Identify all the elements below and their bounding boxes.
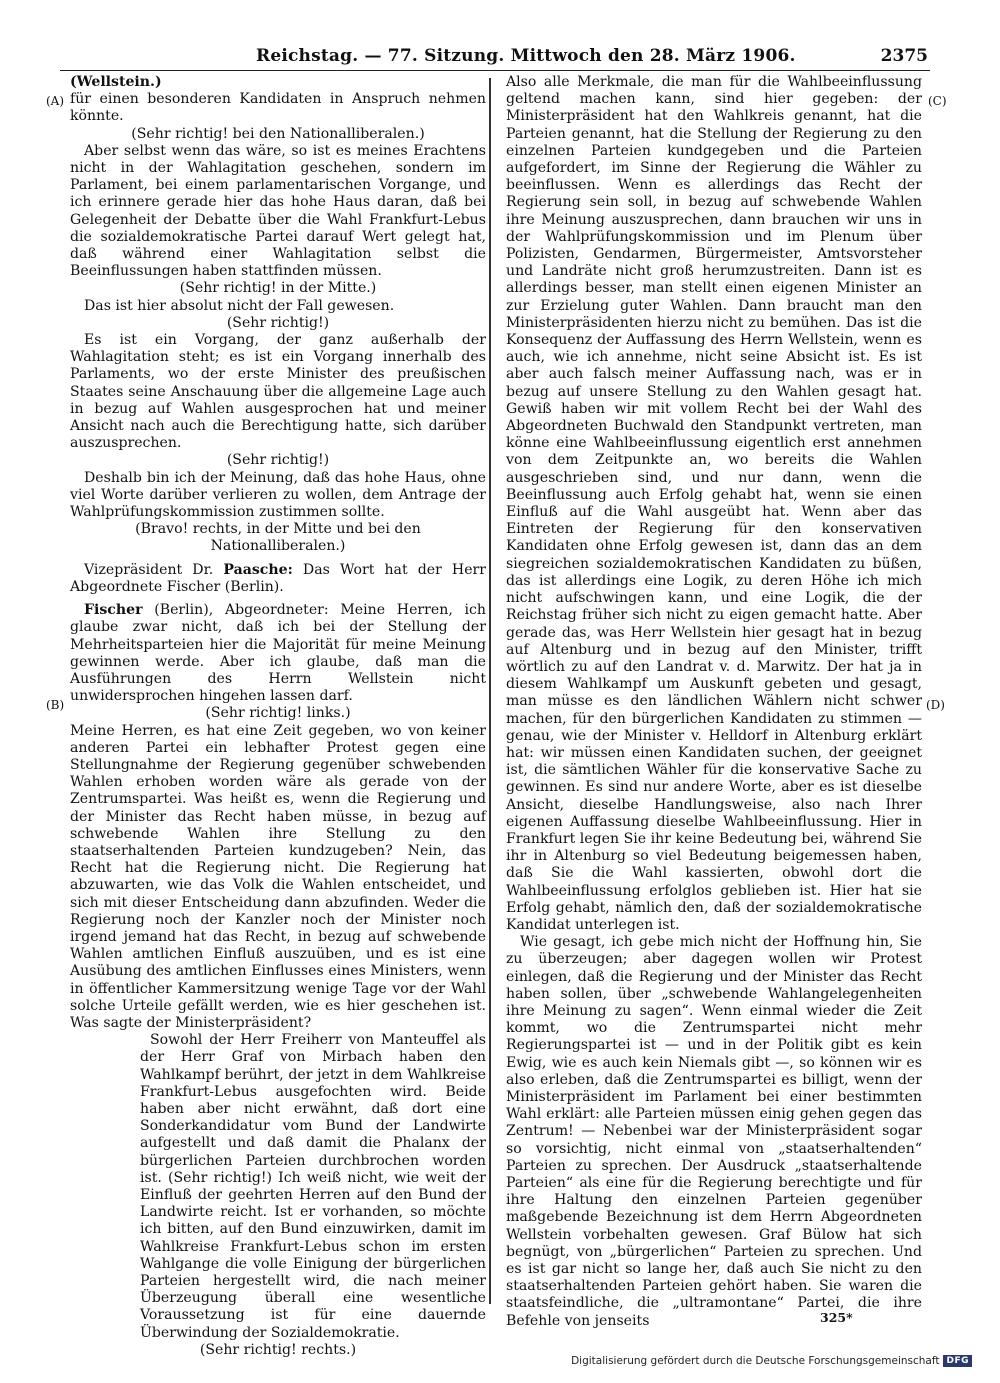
- speaker-head: (Wellstein.): [70, 74, 162, 90]
- speaker-name: Fischer: [84, 602, 143, 619]
- fischer-speech: [70, 602, 486, 705]
- speaker-text: Das Wort hat der Herr Abgeordnete Fischer (Berlin).: [70, 561, 487, 595]
- signature-mark: 325*: [820, 1310, 853, 1325]
- page-header: [60, 44, 930, 71]
- paragraph: Es ist ein Vorgang, der ganz außerhalb der Wahlagitation steht; es ist ein Vorgang innerhalb des Parlaments, wo der erste Minister des preußischen Staates seine Anschauung über die allgemeine Lage auch in bezug auf Wahlen ausgesprochen hat und meiner Ansicht nach auch die Berechtigung hatte, sich darüber auszusprechen.: [70, 332, 486, 452]
- margin-marker-d: (D): [926, 698, 945, 712]
- remark: (Sehr richtig! bei den Nationalliberalen.): [131, 125, 425, 142]
- margin-marker-c: (C): [928, 94, 947, 108]
- right-column: [506, 74, 922, 1330]
- remark: (Bravo! rechts, in der Mitte und bei den Nationalliberalen.): [135, 521, 421, 555]
- speaker-text: (Berlin), Abgeordneter: Meine Herren, ich glaube zwar nicht, daß ich bei der Stellung der Mehrheitsparteien hier die Majorität für meine Meinung gewinnen werde. Aber ich glaube, daß man die Ausführungen des Herrn Wellstein nicht unwidersprochen hingehen lassen darf.: [70, 602, 486, 705]
- footer: [571, 1355, 972, 1367]
- left-column: [70, 74, 486, 1359]
- quotation: Sowohl der Herr Freiherr von Manteuffel als der Herr Graf von Mirbach haben den Wahlkampf berührt, der jetzt in dem Wahlkreise Frankfurt-Lebus ausgefochten wird. Beide haben aber nicht erwähnt, daß dort eine Sonderkandidatur vom Bund der Landwirte aufgestellt und daß damit die Phalanx der bürgerlichen Parteien durchbrochen worden ist. (Sehr richtig!) Ich weiß nicht, wie weit der Einfluß der geehrten Herren auf den Bund der Landwirte reicht. Ist er vorhanden, so möchte ich bitten, auf den Bund einzuwirken, damit im Wahlkreise Frankfurt-Lebus schon im ersten Wahlgange die volle Einigung der bürgerlichen Parteien hergestellt wird, die nach meiner Überzeugung überall eine wesentliche Voraussetzung ist für eine dauernde Überwindung der Sozialdemokratie.: [140, 1032, 486, 1341]
- running-title: Reichstag. — 77. Sitzung. Mittwoch den 28. März 1906.: [256, 46, 796, 66]
- remark: (Sehr richtig!): [226, 452, 330, 469]
- page-number: 2375: [880, 46, 928, 66]
- footer-text: Digitalisierung gefördert durch die Deutsche Forschungsgemeinschaft: [571, 1355, 940, 1367]
- paragraph: Meine Herren, es hat eine Zeit gegeben, wo von keiner anderen Partei ein lebhafter Protest gegen eine Stellungnahme der Regierung gegenüber schwebenden Wahlen erhoben worden wäre als gerade von der Zentrumspartei. Was heißt es, wenn die Regierung und der Minister das Recht haben müsse, in bezug auf schwebende Wahlen ihre Stellung zu den staatserhaltenden Parteien kundzugeben? Nein, das Recht hat die Regierung nicht. Die Regierung hat abzuwarten, wie das Volk die Wahlen entscheidet, und sich mit dieser Entscheidung dann abzufinden. Weder die Regierung noch der Kanzler noch der Minister noch irgend jemand hat das Recht, in bezug auf schwebende Wahlen amtlichen Einfluß auszuüben, und es ist eine Ausübung des amtlichen Einflusses eines Ministers, wenn in öffentlicher Kammersitzung wenige Tage vor der Wahl solche Urteile gefällt werden, wie es hier geschehen ist. Was sagte der Ministerpräsident?: [70, 722, 486, 1031]
- paragraph: Aber selbst wenn das wäre, so ist es meines Erachtens nicht in der Wahlagitation geschehen, sondern im Parlament, bei einem parlamentarischen Vorgange, und ich erinnere gerade hier das hohe Haus daran, daß bei Gelegenheit der Debatte über die Wahl Frankfurt-Lebus die sozialdemokratische Partei darauf Wert gelegt hat, daß während einer Wahlagitation selbst die Beeinflussungen haben stattfinden müssen.: [70, 142, 486, 280]
- remark: (Sehr richtig! in der Mitte.): [179, 280, 377, 297]
- dfg-logo: DFG: [943, 1355, 972, 1367]
- paragraph: Wie gesagt, ich gebe mich nicht der Hoffnung hin, Sie zu überzeugen; aber dagegen wollen wir Protest einlegen, daß die Regierung und der Minister das Recht haben sollen, über „schwebende Wahlangelegenheiten ihre Meinung zu sagen“. Wenn einmal wieder die Zeit kommt, wo die Zentrumspartei nicht mehr Regierungspartei ist — und in der Politik gibt es kein Ewig, wie es auch kein Niemals gibt —, so können wir es also erleben, daß die Zentrumspartei es billigt, wenn der Ministerpräsident im Parlament bei einer bestimmten Wahl erklärt: alle Parteien müssen einig gehen gegen das Zentrum! — Nebenbei war der Ministerpräsident sogar so vorsichtig, nicht einmal von „staatserhaltenden“ Parteien zu sprechen. Der Ausdruck „staatserhaltende Parteien“ als eine für die Regierung berechtigte und für ihre Haltung den einzelnen Parteien gegenüber maßgebende Bezeichnung ist dem Herrn Abgeordneten Wellstein vorbehalten gewesen. Graf Bülow hat sich begnügt, von „bürgerlichen“ Parteien zu sprechen. Und es ist gar nicht so lange her, daß auch Sie nicht zu den staatserhaltenden Parteien gehört haben. Sie waren die staatsfeindliche, die „ultramontane“ Partei, die ihre Befehle von jenseits: [506, 934, 922, 1329]
- speaker-name: Paasche:: [223, 561, 293, 578]
- paragraph: Das ist hier absolut nicht der Fall gewesen.: [84, 297, 395, 314]
- remark: (Sehr richtig!): [226, 314, 330, 331]
- paragraph: für einen besonderen Kandidaten in Anspruch nehmen könnte.: [70, 91, 486, 125]
- paragraph: Also alle Merkmale, die man für die Wahlbeeinflussung geltend machen kann, sind hier gegeben: der Ministerpräsident hat den Wahlkreis genannt, hat die Parteien genannt, hat die Stellung der Regierung zu den einzelnen Parteien kundgegeben und die Parteien aufgefordert, im Sinne der Regierung die Wähler zu beeinflussen. Wenn es allerdings das Recht der Regierung sein soll, in bezug auf schwebende Wahlen ihre Meinung auszusprechen, dann brauchen wir uns in der Wahlprüfungskommission und im Plenum über Polizisten, Gendarmen, Bürgermeister, Amtsvorsteher und Landräte nicht groß herumzustreiten. Dann ist es allerdings besser, man stellt einen eigenen Minister an zur Erzielung guter Wahlen. Dann braucht man den Ministerpräsidenten hierzu nicht zu bemühen. Das ist die Konsequenz der Auffassung des Herrn Wellstein, wenn es auch, wie ich annehme, nicht seine Absicht ist. Es ist aber auch falsch meiner Auffassung nach, was er in bezug auf unsere Stellung zu den Wahlen gesagt hat. Gewiß haben wir mit vollem Recht bei der Wahl des Abgeordneten Buchwald den Standpunkt vertreten, man könne eine Wahlbeeinflussung eigentlich erst annehmen von dem Zeitpunkte an, wo bereits die Wahlen ausgeschrieben sind, und nur dann, wenn die Beeinflussung auch Erfolg gehabt hat, wenn sie einen Einfluß auf die Wahl ausgeübt hat. Wenn aber das Eintreten der Regierung für den konservativen Kandidaten ohne Erfolg gewesen ist, dann das an dem siegreichen sozialdemokratischen Kandidaten zu büßen, das ist allerdings eine Logik, zu deren Höhe ich mich nicht aufschwingen kann, und eine Logik, die der Reichstag früher sich nicht zu eigen gemacht hatte. Aber gerade das, was Herr Wellstein hier gesagt hat in bezug auf Altenburg und in bezug auf den Minister, trifft wörtlich zu auf den Landrat v. d. Marwitz. Der hat ja in diesem Wahlkampf um Auskunft gebeten und gesagt, man müsse es den ländlichen Wählern nicht schwer machen, für den bürgerlichen Kandidaten zu stimmen — genau, wie der Minister v. Helldorf in Altenburg erklärt hat: wir müssen einen Kandidaten suchen, der geeignet ist, die sämtlichen Wähler für die konservative Sache zu gewinnen. Es sind nur andere Worte, aber es ist dieselbe Ansicht, dieselbe Handlungsweise, also nach Ihrer eigenen Auffassung dieselbe Wahlbeeinflussung. Hier in Frankfurt legen Sie ihr keine Bedeutung bei, während Sie ihr in Altenburg so viel Bedeutung beigemessen haben, daß Sie die Wahl kassierten, obwohl dort die Wahlbeeinflussung erfolglos geblieben ist. Hier hat sie Erfolg gehabt, nämlich den, daß der sozialdemokratische Kandidat unterlegen ist.: [506, 74, 922, 933]
- margin-marker-b: (B): [46, 698, 65, 712]
- margin-marker-a: (A): [46, 94, 65, 108]
- vice-president-line: [70, 562, 486, 596]
- remark: (Sehr richtig! rechts.): [199, 1341, 357, 1358]
- speaker-title: Vizepräsident Dr.: [84, 561, 214, 578]
- remark: (Sehr richtig! links.): [205, 705, 351, 722]
- paragraph: Deshalb bin ich der Meinung, daß das hohe Haus, ohne viel Worte darüber verlieren zu wollen, dem Antrage der Wahlprüfungskommission zustimmen sollte.: [70, 469, 486, 521]
- column-divider: [489, 78, 491, 1304]
